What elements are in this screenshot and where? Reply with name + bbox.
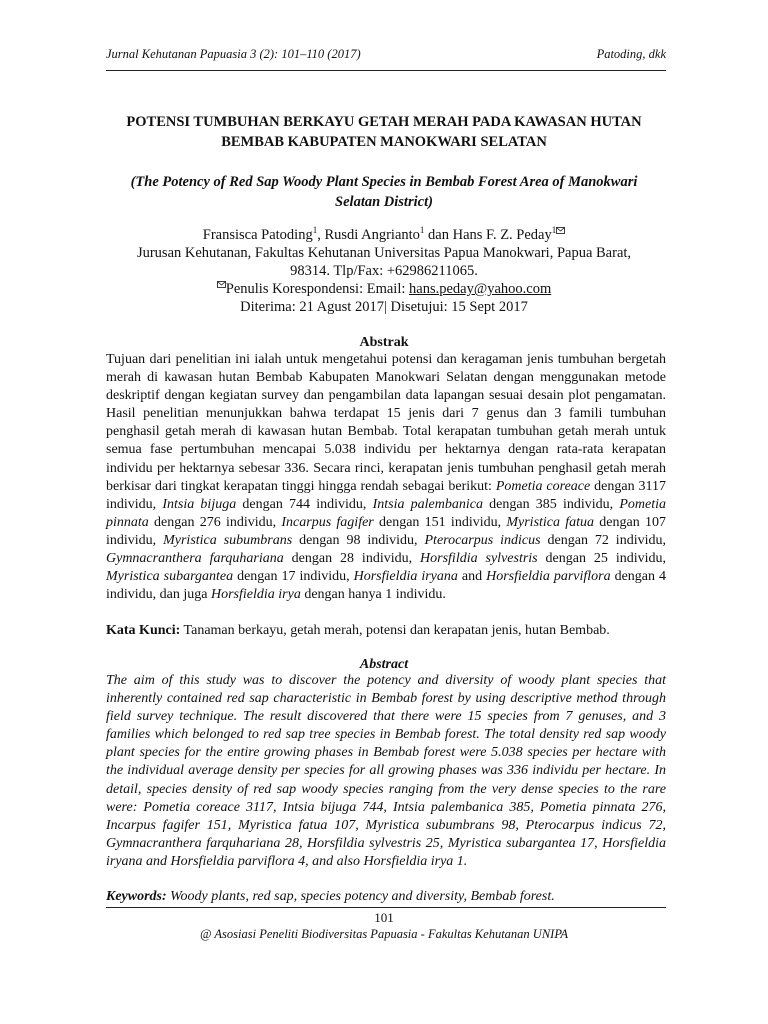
correspondence-label: Penulis Korespondensi: Email: bbox=[225, 281, 410, 297]
species-name: Incarpus fagifer bbox=[281, 514, 374, 530]
species-name: Myristica subumbrans bbox=[163, 532, 293, 548]
page-number: 101 bbox=[374, 910, 394, 925]
kata-kunci-label: Kata Kunci: bbox=[106, 623, 181, 638]
affiliation-line-1: Jurusan Kehutanan, Fakultas Kehutanan Universitas Papua Manokwari, Papua Barat, bbox=[136, 245, 632, 261]
species-name: Pometia pinnata bbox=[106, 496, 666, 530]
header-rule bbox=[106, 70, 666, 71]
subtitle-line-1: (The Potency of Red Sap Woody Plant Species in Bembab Forest Area of Manokwari bbox=[130, 174, 638, 190]
footer-credit: @ Asosiasi Peneliti Biodiversitas Papuasia - Fakultas Kehutanan UNIPA bbox=[200, 927, 568, 941]
species-name: Intsia bijuga bbox=[162, 496, 237, 512]
species-name: Horsfieldia parviflora bbox=[486, 569, 611, 585]
abstract-body: The aim of this study was to discover the potency and diversity of woody plant species that inherently contained red sap characteristic in Bembab forest by using descriptive method through field survey technique. The result discovered that there were 15 species from 7 genuses, and 3 families which belonged to red sap tree species in Bembab forest. The total density red sap woody plant species for the entire growing phases in Bembab forest were 5.038 species per hectare with the individual average density per species for all growing phases was 336 individu per hectare. In detail, species density of red sap woody species ranging from the very dense species to the rare were: Pometia coreace 3117, Intsia bijuga 744, Intsia palembanica 385, Pometia pinnata 276, Incarpus fagifer 151, Myristica fatua 107, Myristica subumbrans 98, Pterocarpus indicus 72, Gymnacranthera farquhariana 28, Horsfildia sylvestris 25, Myristica subargantea 17, Horsfieldia iryana and Horsfieldia parviflora 4, and also Horsfieldia irya 1. bbox=[106, 673, 666, 869]
affiliation-line-2: 98314. Tlp/Fax: +62986211065. bbox=[290, 263, 478, 279]
species-name: Pometia coreace bbox=[495, 478, 591, 494]
affiliation-mark: 1 bbox=[419, 225, 425, 236]
footer-rule bbox=[106, 907, 666, 908]
species-name: Gymnacranthera farquhariana bbox=[106, 551, 284, 567]
keywords-label: Keywords: bbox=[106, 889, 167, 904]
envelope-icon bbox=[217, 279, 226, 290]
correspondence bbox=[100, 280, 668, 298]
author-3: Hans F. Z. Peday bbox=[452, 227, 552, 243]
species-name: Myristica subargantea bbox=[106, 569, 234, 585]
abstrak-body: Tujuan dari penelitian ini ialah untuk mengetahui potensi dan keragaman jenis tumbuhan bergetah merah di kawasan hutan Bembab Kabupaten Manokwari Selatan dengan menggunakan metode deskriptif dengan kegiatan survey dan pengambilan data lapangan sesuai desain plot pengamatan. Hasil penelitian menunjukkan bahwa terdapat 15 jenis dari 7 genus dan 3 famili tumbuhan penghasil getah merah di kawasan hutan Bembab. Total kerapatan tumbuhan getah merah untuk semua fase pertumbuhan mencapai 5.038 individu per hektarnya dengan rata-rata kerapatan individu per hektarnya sebesar 336. Secara rinci, kerapatan jenis tumbuhan penghasil getah merah berkisar dari tingkat kerapatan tinggi hingga rendah sebagai berikut: Pometia coreace dengan 3117 individu, Intsia bijuga dengan 744 individu, Intsia palembanica dengan 385 individu, Pometia pinnata dengan 276 individu, Incarpus fagifer dengan 151 individu, Myristica fatua dengan 107 individu, Myristica subumbrans dengan 98 individu, Pterocarpus indicus dengan 72 individu, Gymnacranthera farquhariana dengan 28 individu, Horsfildia sylvestris dengan 25 individu, Myristica subargantea dengan 17 individu, Horsfieldia iryana and Horsfieldia parviflora dengan 4 individu, dan juga Horsfieldia irya dengan hanya 1 individu. bbox=[106, 352, 666, 603]
species-name: Horsfieldia iryana bbox=[353, 569, 458, 585]
species-name: Pterocarpus indicus bbox=[424, 532, 541, 548]
author-1: Fransisca Patoding bbox=[202, 227, 313, 243]
title-line-1: POTENSI TUMBUHAN BERKAYU GETAH MERAH PADA KAWASAN HUTAN bbox=[126, 114, 642, 130]
species-name: Horsfildia sylvestris bbox=[420, 551, 538, 567]
species-name: Myristica fatua bbox=[506, 514, 595, 530]
keywords-text: Woody plants, red sap, species potency and diversity, Bembab forest. bbox=[166, 889, 555, 904]
english-title bbox=[100, 172, 668, 212]
kata-kunci bbox=[106, 622, 666, 640]
affiliation-mark: 1 bbox=[551, 225, 557, 236]
affiliation-mark: 1 bbox=[312, 225, 318, 236]
article-title bbox=[100, 112, 668, 152]
kata-kunci-text: Tanaman berkayu, getah merah, potensi dan kerapatan jenis, hutan Bembab. bbox=[180, 623, 610, 638]
running-authors: Patoding, dkk bbox=[596, 47, 666, 61]
subtitle-line-2: Selatan District) bbox=[335, 194, 433, 210]
abstrak-heading: Abstrak bbox=[359, 335, 409, 350]
keywords bbox=[106, 888, 666, 906]
title-line-2: BEMBAB KABUPATEN MANOKWARI SELATAN bbox=[221, 134, 547, 150]
author-2: Rusdi Angrianto bbox=[324, 227, 420, 243]
received-accepted-dates: Diterima: 21 Agust 2017| Disetujui: 15 Sept 2017 bbox=[240, 299, 528, 315]
author-block bbox=[100, 226, 668, 316]
species-name: Horsfieldia irya bbox=[211, 587, 301, 603]
author-names: Fransisca Patoding$^1$, Rusdi Angrianto$^1$ dan Hans F. Z. Peday$^1$ bbox=[100, 226, 668, 244]
abstract-heading: Abstract bbox=[359, 657, 409, 672]
envelope-icon bbox=[556, 225, 565, 236]
journal-citation: Jurnal Kehutanan Papuasia 3 (2): 101–110 (2017) bbox=[106, 47, 361, 61]
species-name: Intsia palembanica bbox=[372, 496, 483, 512]
email-link[interactable]: hans.peday@yahoo.com bbox=[409, 281, 552, 297]
